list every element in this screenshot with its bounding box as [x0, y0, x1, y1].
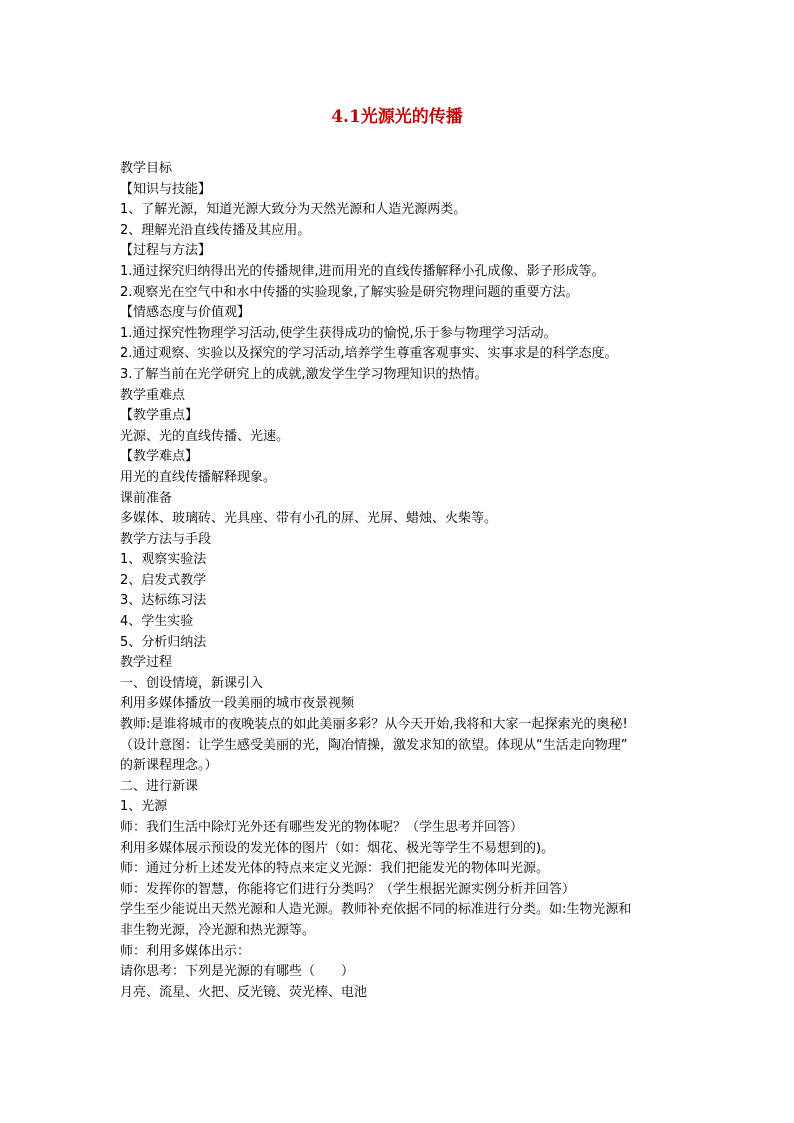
text-line: 【过程与方法】	[120, 243, 212, 259]
text-line: 二、进行新课	[120, 778, 199, 794]
text-line: 一、创设情境，新课引入	[120, 675, 264, 691]
text-line: 利用多媒体展示预设的发光体的图片（如：烟花、极光等学生不易想到的)。	[120, 840, 555, 856]
text-line: 【知识与技能】	[120, 181, 212, 197]
text-line: 教学重难点	[120, 387, 186, 403]
text-line: 教学方法与手段	[120, 531, 212, 547]
text-line: 师：发挥你的智慧，你能将它们进行分类吗？（学生根据光源实例分析并回答）	[120, 881, 576, 897]
text-line: 1.通过探究性物理学习活动,使学生获得成功的愉悦,乐于参与物理学习活动。	[120, 325, 557, 341]
text-line: 师：利用多媒体出示：	[120, 943, 251, 959]
document-title: 4.1光源光的传播	[331, 107, 463, 127]
text-line: 1、光源	[120, 799, 168, 815]
text-line: 2.通过观察、实验以及探究的学习活动,培养学生尊重客观事实、实事求是的科学态度。	[120, 346, 618, 362]
text-line: 师：我们生活中除灯光外还有哪些发光的物体呢？（学生思考并回答）	[120, 820, 524, 835]
text-line: （设计意图：让学生感受美丽的光，陶冶情操，激发求知的欲望。体现从“生活走向物理”	[120, 737, 628, 753]
text-line: 【情感态度与价值观】	[120, 305, 251, 321]
text-line: 2、理解光沿直线传播及其应用。	[120, 222, 311, 238]
text-line: 光源、光的直线传播、光速。	[120, 428, 290, 444]
text-line: 教学过程	[120, 655, 173, 671]
text-line: 教师:是谁将城市的夜晚装点的如此美丽多彩？从今天开始,我将和大家一起探索光的奥秘!	[120, 717, 628, 733]
text-line: 的新课程理念。）	[120, 758, 218, 774]
text-line: 1、观察实验法	[120, 552, 207, 568]
document-body	[120, 159, 680, 1003]
text-line: 4、学生实验	[120, 614, 194, 630]
text-line: 利用多媒体播放一段美丽的城市夜景视频	[120, 696, 355, 712]
text-line: 教学目标	[120, 161, 173, 176]
text-line: 【教学难点】	[120, 449, 199, 465]
text-line: 1.通过探究归纳得出光的传播规律,进而用光的直线传播解释小孔成像、影子形成等。	[120, 263, 605, 279]
text-line: 非生物光源，冷光源和热光源等。	[120, 922, 316, 938]
text-line: 用光的直线传播解释现象。	[120, 469, 277, 485]
text-line: 3、达标练习法	[120, 593, 207, 609]
text-line: 2、启发式教学	[120, 572, 207, 588]
text-line: 月亮、流星、火把、反光镜、荧光棒、电池	[120, 984, 368, 1000]
text-line: 请你思考：下列是光源的有哪些（ ）	[120, 964, 355, 980]
text-line: 2.观察光在空气中和水中传播的实验现象,了解实验是研究物理问题的重要方法。	[120, 284, 579, 300]
text-line: 师：通过分析上述发光体的特点来定义光源：我们把能发光的物体叫光源。	[120, 861, 550, 877]
text-line: 【教学重点】	[120, 408, 199, 424]
text-line: 5、分析归纳法	[120, 634, 207, 650]
text-line: 学生至少能说出天然光源和人造光源。教师补充依据不同的标准进行分类。如:生物光源和	[120, 902, 632, 918]
text-line: 1、了解光源，知道光源大致分为天然光源和人造光源两类。	[120, 202, 467, 218]
text-line: 3.了解当前在光学研究上的成就,激发学生学习物理知识的热情。	[120, 366, 488, 382]
text-line: 课前准备	[120, 490, 173, 506]
text-line: 多媒体、玻璃砖、光具座、带有小孔的屏、光屏、蜡烛、火柴等。	[120, 511, 498, 527]
